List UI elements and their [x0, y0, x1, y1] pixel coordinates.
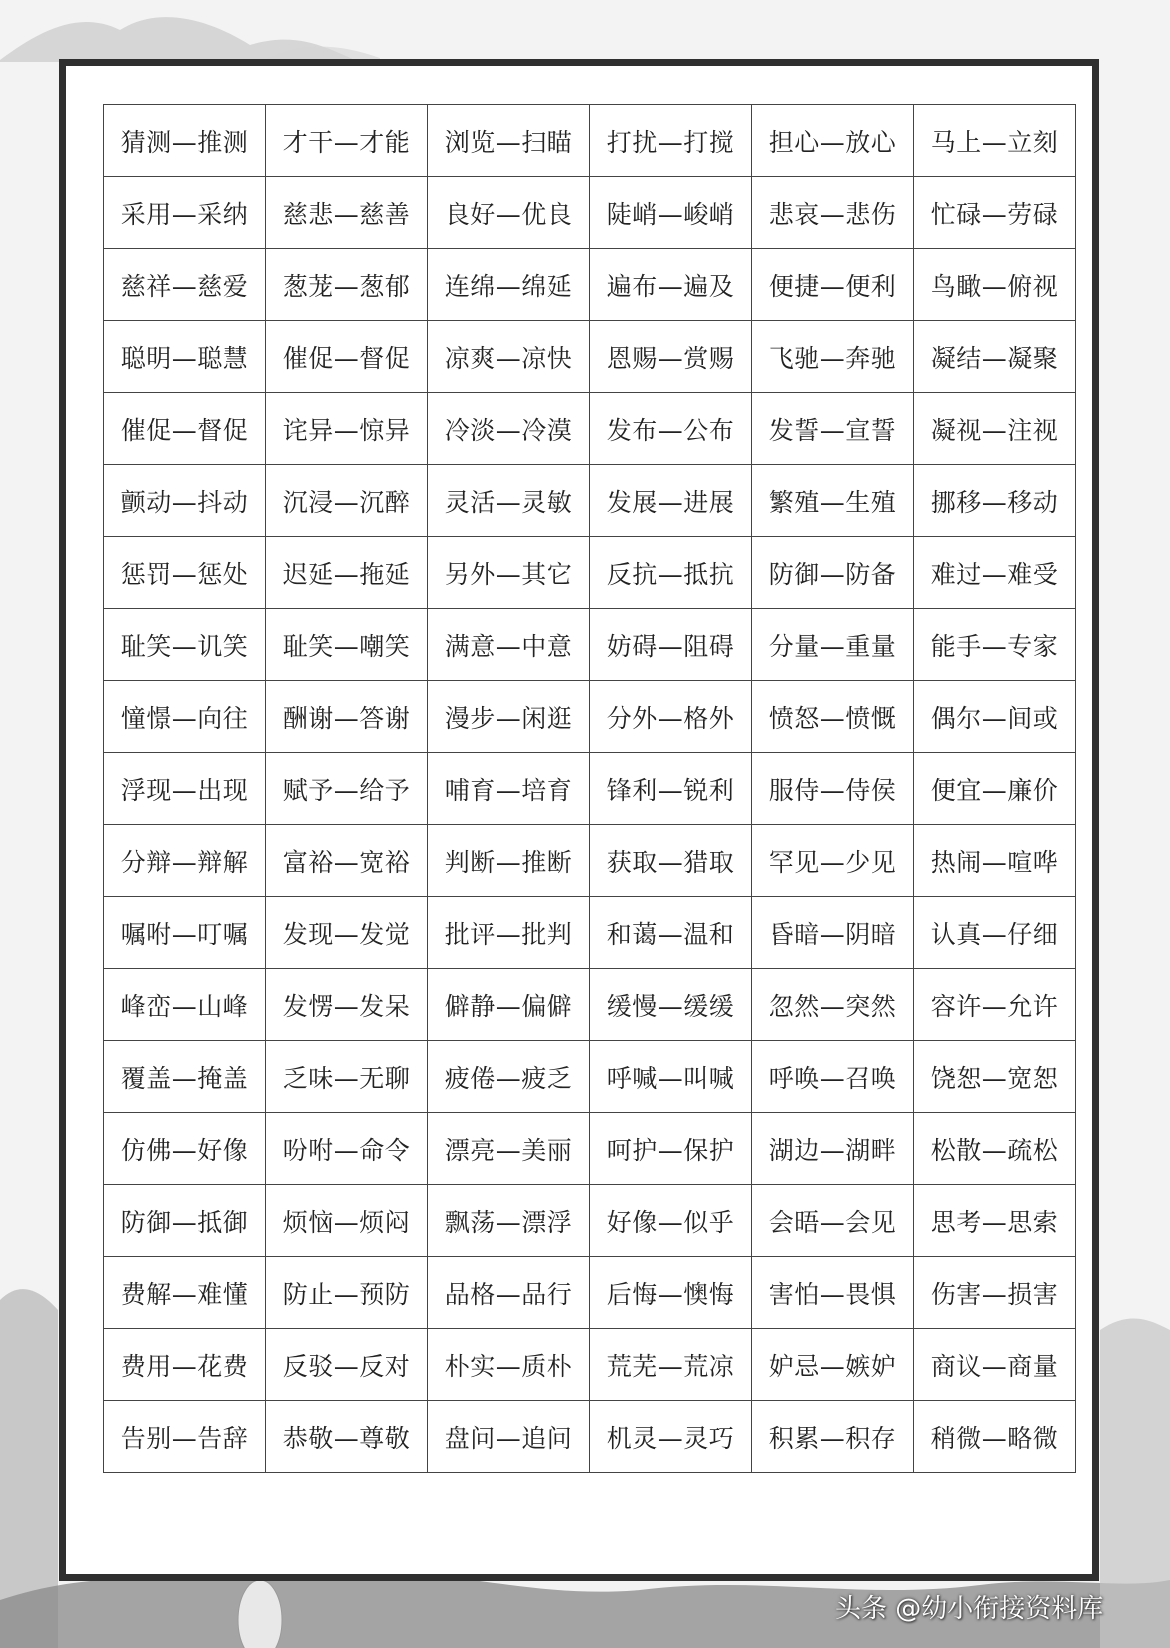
table-row — [104, 969, 1076, 1041]
synonym-pair-cell: 乏味—无聊 — [266, 1041, 428, 1113]
synonym-pair-cell: 妒忌—嫉妒 — [752, 1329, 914, 1401]
synonym-pair-cell: 费解—难懂 — [104, 1257, 266, 1329]
synonym-pair-cell: 另外—其它 — [428, 537, 590, 609]
synonym-table-body — [104, 105, 1076, 1473]
synonym-pair-cell: 猜测—推测 — [104, 105, 266, 177]
synonym-pair-cell: 聪明—聪慧 — [104, 321, 266, 393]
synonym-pair-cell: 呵护—保护 — [590, 1113, 752, 1185]
synonym-pair-cell: 发展—进展 — [590, 465, 752, 537]
synonym-pair-cell: 采用—采纳 — [104, 177, 266, 249]
synonym-pair-cell: 恭敬—尊敬 — [266, 1401, 428, 1473]
synonym-pair-cell: 富裕—宽裕 — [266, 825, 428, 897]
synonym-pair-cell: 荒芜—荒凉 — [590, 1329, 752, 1401]
synonym-pair-cell: 服侍—侍侯 — [752, 753, 914, 825]
synonym-pair-cell: 酬谢—答谢 — [266, 681, 428, 753]
synonym-pair-cell: 罕见—少见 — [752, 825, 914, 897]
synonym-pair-cell: 获取—猎取 — [590, 825, 752, 897]
synonym-pair-cell: 恩赐—赏赐 — [590, 321, 752, 393]
synonym-pair-cell: 耻笑—嘲笑 — [266, 609, 428, 681]
synonym-pair-cell: 马上—立刻 — [914, 105, 1076, 177]
synonym-pair-cell: 反驳—反对 — [266, 1329, 428, 1401]
synonym-pair-cell: 愤怒—愤慨 — [752, 681, 914, 753]
synonym-pair-cell: 疲倦—疲乏 — [428, 1041, 590, 1113]
synonym-pair-cell: 连绵—绵延 — [428, 249, 590, 321]
synonym-pair-cell: 凉爽—凉快 — [428, 321, 590, 393]
synonym-pair-cell: 忽然—突然 — [752, 969, 914, 1041]
synonym-pair-cell: 耻笑—讥笑 — [104, 609, 266, 681]
synonym-pair-cell: 湖边—湖畔 — [752, 1113, 914, 1185]
synonym-pair-cell: 能手—专家 — [914, 609, 1076, 681]
synonym-pair-cell: 良好—优良 — [428, 177, 590, 249]
synonym-pair-cell: 飘荡—漂浮 — [428, 1185, 590, 1257]
synonym-pair-cell: 机灵—灵巧 — [590, 1401, 752, 1473]
synonym-pair-cell: 挪移—移动 — [914, 465, 1076, 537]
table-row — [104, 1185, 1076, 1257]
table-row — [104, 753, 1076, 825]
synonym-pair-cell: 峰峦—山峰 — [104, 969, 266, 1041]
synonym-pair-cell: 后悔—懊悔 — [590, 1257, 752, 1329]
synonym-pair-cell: 发愣—发呆 — [266, 969, 428, 1041]
synonym-pair-cell: 慈祥—慈爱 — [104, 249, 266, 321]
synonym-pair-cell: 昏暗—阴暗 — [752, 897, 914, 969]
page-frame — [59, 59, 1099, 1581]
synonym-pair-cell: 担心—放心 — [752, 105, 914, 177]
synonym-pair-cell: 分量—重量 — [752, 609, 914, 681]
synonym-pair-cell: 害怕—畏惧 — [752, 1257, 914, 1329]
synonym-pair-cell: 呼喊—叫喊 — [590, 1041, 752, 1113]
synonym-pair-cell: 盘问—追问 — [428, 1401, 590, 1473]
synonym-pair-cell: 和蔼—温和 — [590, 897, 752, 969]
synonym-pair-cell: 松散—疏松 — [914, 1113, 1076, 1185]
synonym-pair-cell: 烦恼—烦闷 — [266, 1185, 428, 1257]
synonym-pair-cell: 嘱咐—叮嘱 — [104, 897, 266, 969]
synonym-pair-cell: 饶恕—宽恕 — [914, 1041, 1076, 1113]
synonym-pair-cell: 分外—格外 — [590, 681, 752, 753]
table-row — [104, 537, 1076, 609]
synonym-pair-cell: 漂亮—美丽 — [428, 1113, 590, 1185]
synonym-pair-cell: 呼唤—召唤 — [752, 1041, 914, 1113]
table-row — [104, 1329, 1076, 1401]
synonym-pair-cell: 难过—难受 — [914, 537, 1076, 609]
synonym-pair-cell: 告别—告辞 — [104, 1401, 266, 1473]
synonym-pair-cell: 凝视—注视 — [914, 393, 1076, 465]
synonym-pair-cell: 热闹—喧哗 — [914, 825, 1076, 897]
synonym-pair-cell: 慈悲—慈善 — [266, 177, 428, 249]
synonym-pair-cell: 遍布—遍及 — [590, 249, 752, 321]
synonym-table — [103, 104, 1076, 1473]
synonym-pair-cell: 覆盖—掩盖 — [104, 1041, 266, 1113]
synonym-pair-cell: 认真—仔细 — [914, 897, 1076, 969]
table-row — [104, 249, 1076, 321]
synonym-pair-cell: 催促—督促 — [104, 393, 266, 465]
table-row — [104, 1401, 1076, 1473]
synonym-pair-cell: 妨碍—阻碍 — [590, 609, 752, 681]
synonym-pair-cell: 忙碌—劳碌 — [914, 177, 1076, 249]
synonym-pair-cell: 分辩—辩解 — [104, 825, 266, 897]
synonym-pair-cell: 锋利—锐利 — [590, 753, 752, 825]
synonym-pair-cell: 吩咐—命令 — [266, 1113, 428, 1185]
synonym-pair-cell: 哺育—培育 — [428, 753, 590, 825]
table-row — [104, 825, 1076, 897]
synonym-pair-cell: 打扰—打搅 — [590, 105, 752, 177]
synonym-pair-cell: 灵活—灵敏 — [428, 465, 590, 537]
synonym-pair-cell: 鸟瞰—俯视 — [914, 249, 1076, 321]
synonym-pair-cell: 颤动—抖动 — [104, 465, 266, 537]
synonym-pair-cell: 漫步—闲逛 — [428, 681, 590, 753]
synonym-pair-cell: 缓慢—缓缓 — [590, 969, 752, 1041]
synonym-pair-cell: 才干—才能 — [266, 105, 428, 177]
synonym-pair-cell: 防止—预防 — [266, 1257, 428, 1329]
synonym-pair-cell: 发现—发觉 — [266, 897, 428, 969]
table-row — [104, 897, 1076, 969]
table-row — [104, 1257, 1076, 1329]
synonym-pair-cell: 防御—防备 — [752, 537, 914, 609]
synonym-pair-cell: 批评—批判 — [428, 897, 590, 969]
synonym-pair-cell: 僻静—偏僻 — [428, 969, 590, 1041]
synonym-pair-cell: 悲哀—悲伤 — [752, 177, 914, 249]
synonym-pair-cell: 凝结—凝聚 — [914, 321, 1076, 393]
synonym-pair-cell: 积累—积存 — [752, 1401, 914, 1473]
synonym-pair-cell: 判断—推断 — [428, 825, 590, 897]
table-row — [104, 177, 1076, 249]
synonym-pair-cell: 冷淡—冷漠 — [428, 393, 590, 465]
synonym-pair-cell: 浮现—出现 — [104, 753, 266, 825]
synonym-pair-cell: 偶尔—间或 — [914, 681, 1076, 753]
synonym-pair-cell: 赋予—给予 — [266, 753, 428, 825]
synonym-pair-cell: 商议—商量 — [914, 1329, 1076, 1401]
synonym-pair-cell: 反抗—抵抗 — [590, 537, 752, 609]
synonym-pair-cell: 费用—花费 — [104, 1329, 266, 1401]
synonym-pair-cell: 伤害—损害 — [914, 1257, 1076, 1329]
right-mountain-ink — [1100, 1318, 1170, 1648]
synonym-pair-cell: 惩罚—惩处 — [104, 537, 266, 609]
synonym-pair-cell: 便宜—廉价 — [914, 753, 1076, 825]
table-row — [104, 393, 1076, 465]
synonym-pair-cell: 繁殖—生殖 — [752, 465, 914, 537]
table-row — [104, 1113, 1076, 1185]
synonym-pair-cell: 防御—抵御 — [104, 1185, 266, 1257]
synonym-pair-cell: 发誓—宣誓 — [752, 393, 914, 465]
synonym-pair-cell: 朴实—质朴 — [428, 1329, 590, 1401]
synonym-pair-cell: 陡峭—峻峭 — [590, 177, 752, 249]
synonym-pair-cell: 发布—公布 — [590, 393, 752, 465]
synonym-pair-cell: 容许—允许 — [914, 969, 1076, 1041]
synonym-pair-cell: 仿佛—好像 — [104, 1113, 266, 1185]
synonym-pair-cell: 迟延—拖延 — [266, 537, 428, 609]
synonym-pair-cell: 沉浸—沉醉 — [266, 465, 428, 537]
synonym-pair-cell: 好像—似乎 — [590, 1185, 752, 1257]
watermark-text: 头条 @幼小衔接资料库 — [835, 1594, 1104, 1624]
synonym-pair-cell: 浏览—扫瞄 — [428, 105, 590, 177]
synonym-pair-cell: 葱茏—葱郁 — [266, 249, 428, 321]
synonym-pair-cell: 稍微—略微 — [914, 1401, 1076, 1473]
synonym-pair-cell: 会晤—会见 — [752, 1185, 914, 1257]
synonym-pair-cell: 满意—中意 — [428, 609, 590, 681]
synonym-pair-cell: 诧异—惊异 — [266, 393, 428, 465]
synonym-pair-cell: 飞驰—奔驰 — [752, 321, 914, 393]
synonym-pair-cell: 思考—思索 — [914, 1185, 1076, 1257]
table-row — [104, 321, 1076, 393]
table-row — [104, 681, 1076, 753]
table-row — [104, 465, 1076, 537]
synonym-pair-cell: 便捷—便利 — [752, 249, 914, 321]
table-row — [104, 1041, 1076, 1113]
synonym-pair-cell: 品格—品行 — [428, 1257, 590, 1329]
table-row — [104, 609, 1076, 681]
synonym-pair-cell: 催促—督促 — [266, 321, 428, 393]
table-row — [104, 105, 1076, 177]
synonym-pair-cell: 憧憬—向往 — [104, 681, 266, 753]
